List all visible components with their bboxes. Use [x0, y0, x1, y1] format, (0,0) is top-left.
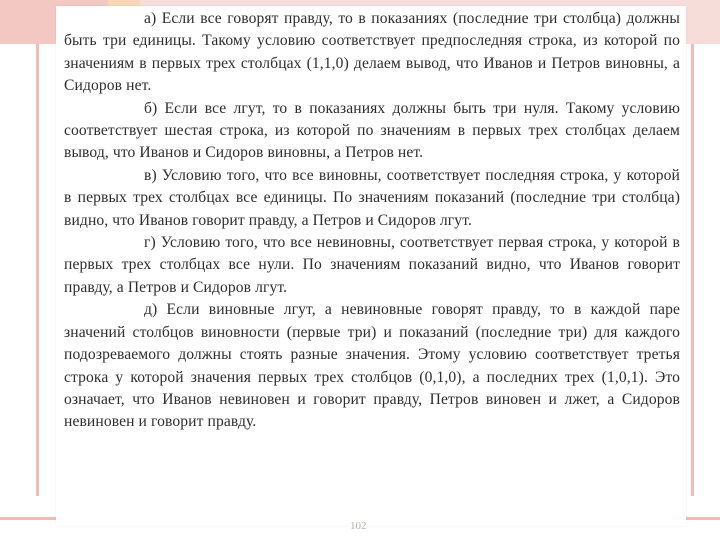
page-number: 102: [350, 520, 367, 532]
left-decorative-rule: [36, 44, 39, 496]
paragraph-v: в) Условию того, что все виновны, соответствует последняя строка, у которой в первых трех столбцах все единицы. По значениям показаний (последние три столбца) видно, что Иванов говорит правду, а Петров и Сидоров лгут.: [64, 166, 680, 229]
paragraph-g: г) Условию того, что все невиновны, соответствует первая строка, у которой в первых трех столбцах все нули. По значениям показаний видно, что Иванов говорит правду, а Петров и Сидоров лгут.: [64, 234, 680, 296]
right-decorative-rule: [691, 44, 694, 496]
paragraph-d: д) Если виновные лгут, а невиновные говорят правду, то в каждой паре значений столбцов виновности (первые три) и показаний (последние три) для каждого подозреваемого должны стоять разные значения. Этому условию соответствует третья строка у которой значения первых трех столбцов (0,1,0), а последних трех (1,0,1). Это означает, что Иванов невиновен и говорит правду, Петров виновен и лжет, а Сидоров невиновен и говорит правду.: [64, 301, 680, 431]
paragraph-b: б) Если все лгут, то в показаниях должны быть три нуля. Такому условию соответствует шестая строка, из которой по значениям в первых трех столбцах делаем вывод, что Иванов и Сидоров виновны, а Петров нет.: [64, 99, 680, 162]
scanned-page: [56, 6, 686, 526]
paragraph-a: а) Если все говорят правду, то в показаниях (последние три столбца) должны быть три единицы. Такому условию соответствует предпоследняя строка, из которой по значениям в первых трех столбцах (1,1,0) делаем вывод, что Иванов и Петров виновны, а Сидоров нет.: [64, 10, 680, 95]
